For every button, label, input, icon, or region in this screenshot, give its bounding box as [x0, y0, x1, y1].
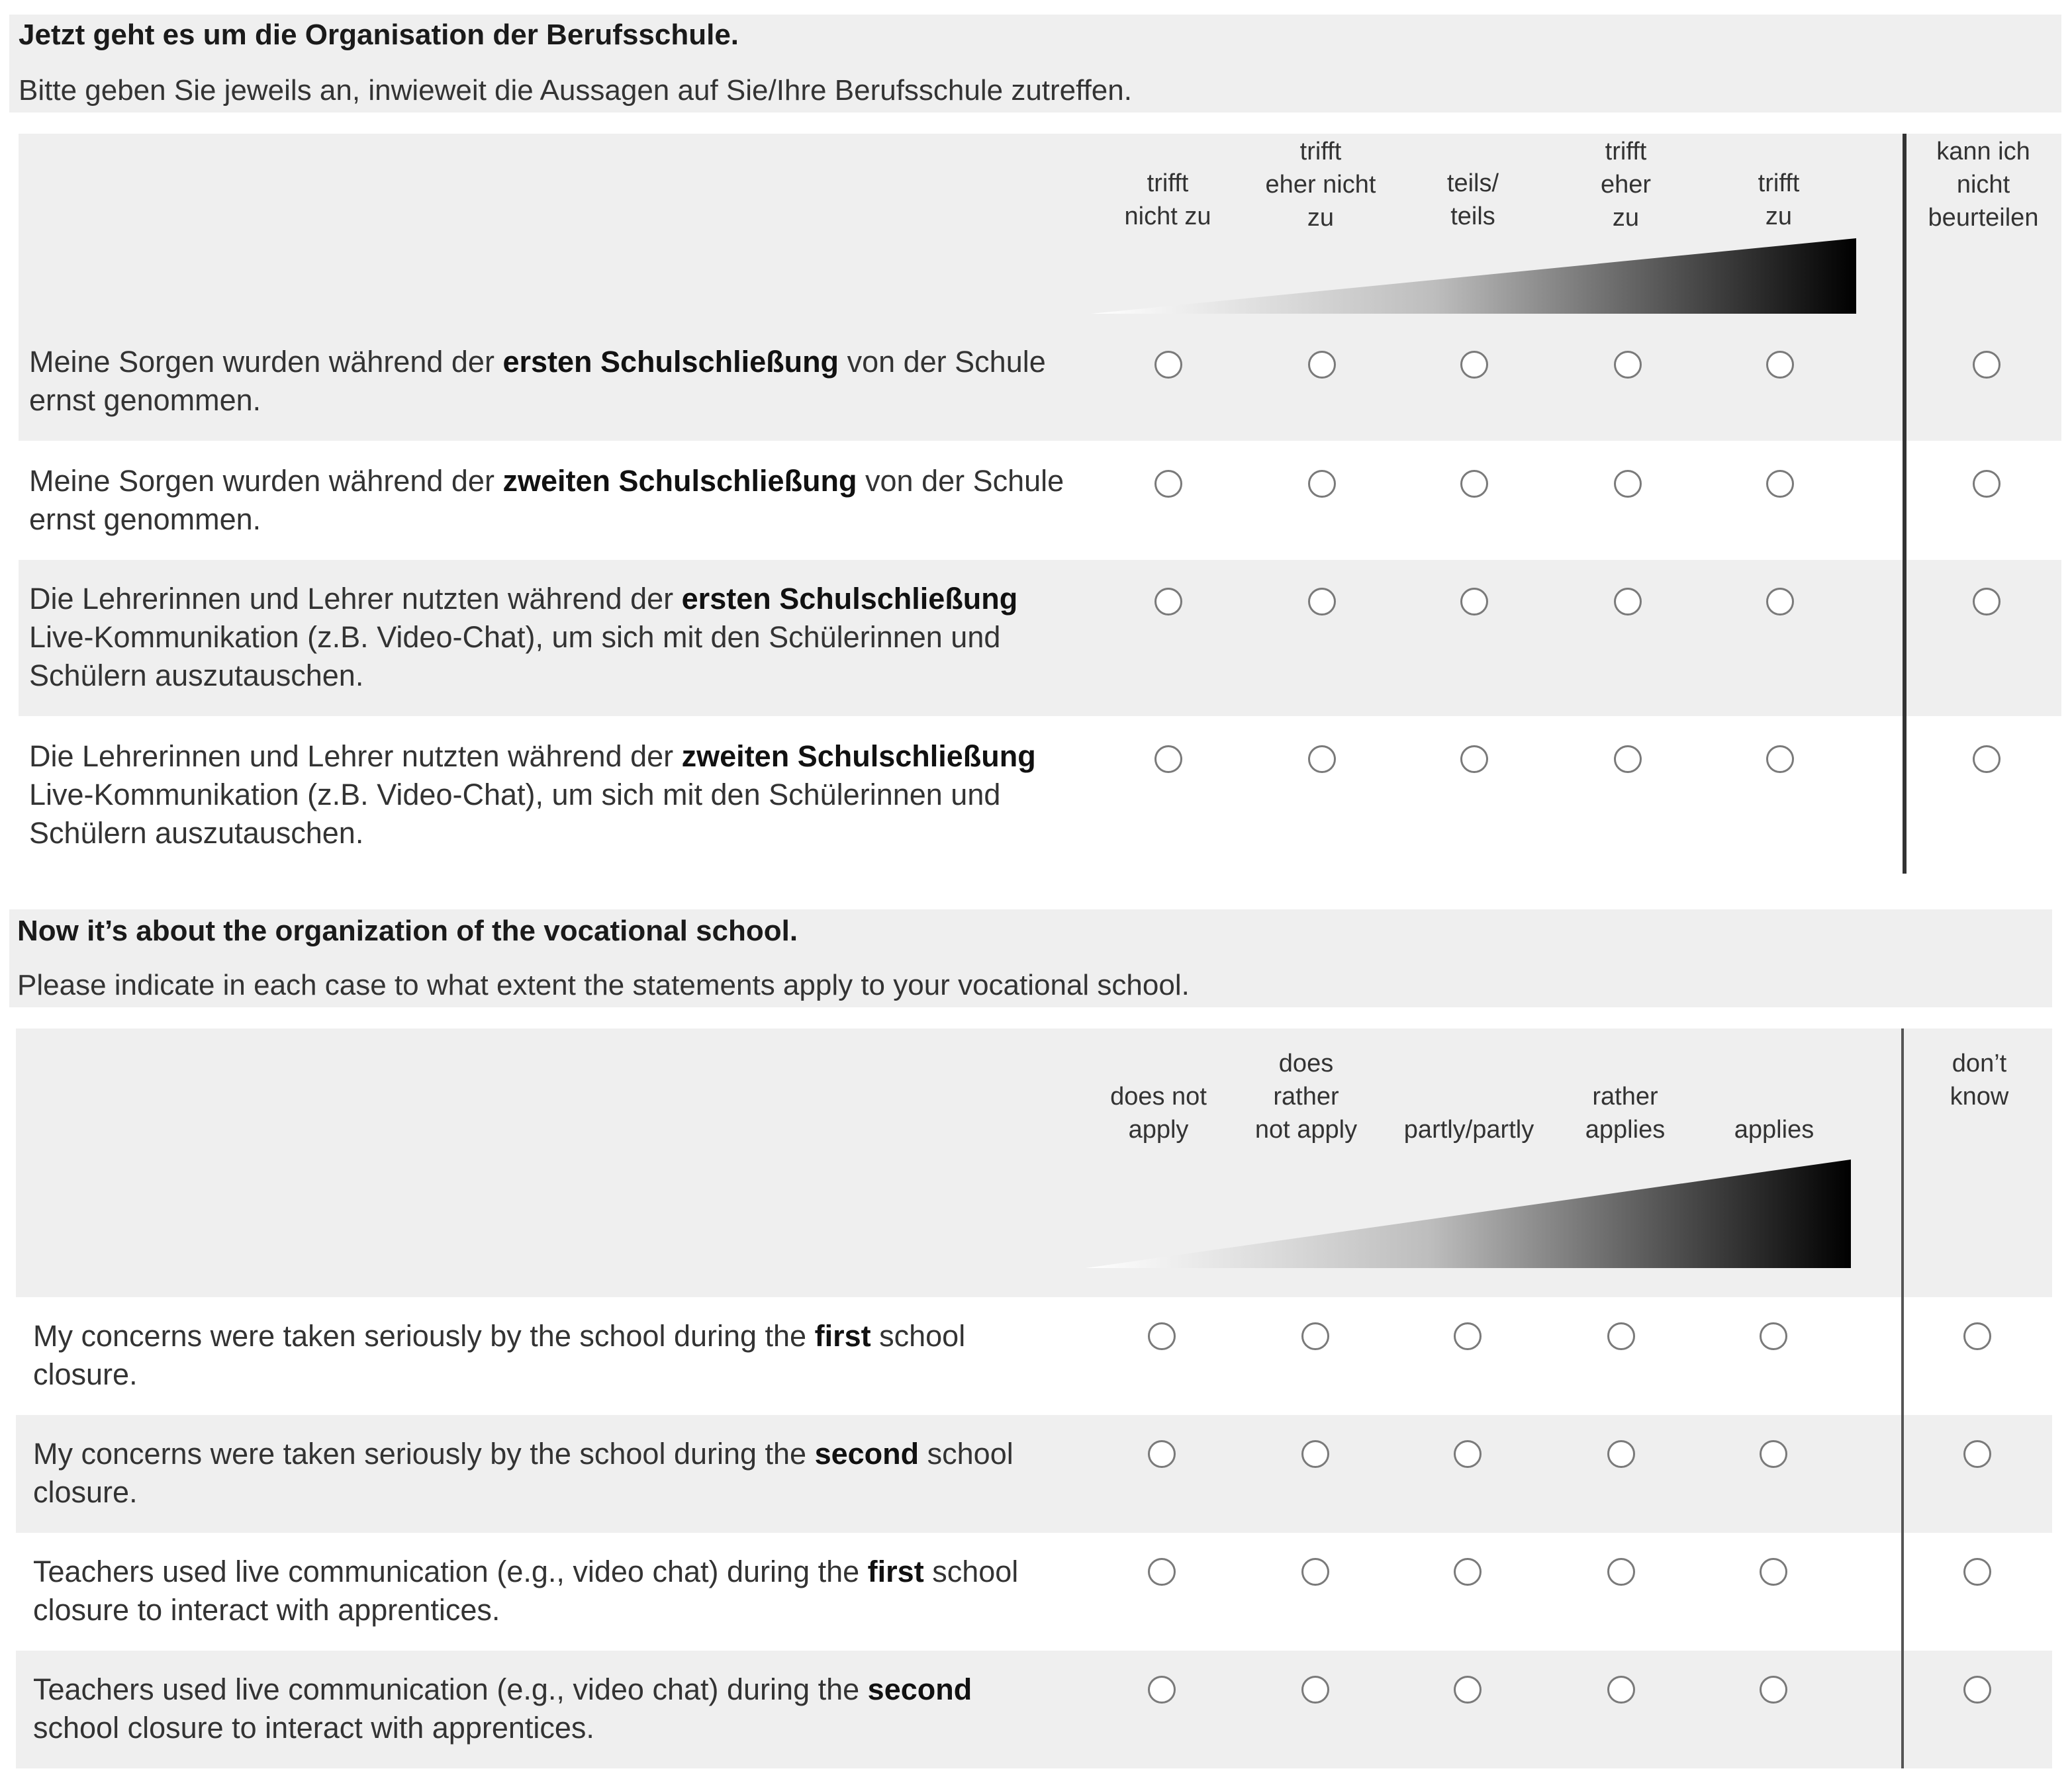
english-item-4: Teachers used live communication (e.g., video chat) during the second school closure to interact with apprentices. [33, 1672, 972, 1745]
english-item-2-option-2[interactable] [1301, 1440, 1329, 1468]
english-item-1: My concerns were taken seriously by the school during the first school closure. [33, 1319, 966, 1391]
english-scale-label-5: applies [1734, 1116, 1814, 1144]
english-item-1-option-1[interactable] [1148, 1322, 1176, 1350]
english-scale-label-1: does not apply [1110, 1083, 1207, 1144]
english-item-4-option-5[interactable] [1760, 1676, 1787, 1704]
english-item-2: My concerns were taken seriously by the school during the second school closure. [33, 1437, 1013, 1509]
english-scale-label-4: rather applies [1585, 1083, 1666, 1144]
german-instruction: Bitte geben Sie jeweils an, inwieweit die Aussagen auf Sie/Ihre Berufsschule zutreffen. [19, 74, 1132, 107]
english-scale-label-3: partly/partly [1403, 1116, 1534, 1144]
english-scale-label-2: does rather not apply [1254, 1050, 1358, 1144]
english-item-3-option-2[interactable] [1301, 1558, 1329, 1586]
english-item-3-option-5[interactable] [1760, 1558, 1787, 1586]
english-item-3-option-dont-know[interactable] [1963, 1558, 1991, 1586]
english-item-1-option-3[interactable] [1454, 1322, 1482, 1350]
english-item-3: Teachers used live communication (e.g., video chat) during the first school closure to interact with apprentices. [33, 1555, 1019, 1627]
english-section-title: Now it’s about the organization of the vocational school. [17, 915, 798, 947]
english-item-2-option-5[interactable] [1760, 1440, 1787, 1468]
german-scale-label-1: trifft nicht zu [1124, 169, 1211, 230]
english-dont-know-label: don’t know [1950, 1050, 2009, 1111]
english-item-4-option-2[interactable] [1301, 1676, 1329, 1704]
german-section-title: Jetzt geht es um die Organisation der Berufsschule. [19, 19, 739, 51]
english-item-4-option-1[interactable] [1148, 1676, 1176, 1704]
english-item-2-option-3[interactable] [1454, 1440, 1482, 1468]
german-scale-label-5: trifft zu [1758, 169, 1800, 230]
english-item-4-option-3[interactable] [1454, 1676, 1482, 1704]
english-item-1-option-4[interactable] [1607, 1322, 1635, 1350]
english-item-3-option-1[interactable] [1148, 1558, 1176, 1586]
english-item-1-option-dont-know[interactable] [1963, 1322, 1991, 1350]
english-item-4-option-dont-know[interactable] [1963, 1676, 1991, 1704]
english-item-3-option-3[interactable] [1454, 1558, 1482, 1586]
german-item-3: Die Lehrerinnen und Lehrer nutzten während der ersten Schulschließung Live-Kommunikation (z.B. Video-Chat), um sich mit den Schülerinnen und Schülern auszutauschen. [29, 582, 1018, 692]
english-dont-know-divider [1901, 1028, 1904, 1768]
english-item-2-option-1[interactable] [1148, 1440, 1176, 1468]
german-scale-label-3: teils/ teils [1446, 169, 1499, 230]
english-item-1-option-5[interactable] [1760, 1322, 1787, 1350]
english-item-2-option-4[interactable] [1607, 1440, 1635, 1468]
english-item-2-option-dont-know[interactable] [1963, 1440, 1991, 1468]
english-instruction: Please indicate in each case to what extent the statements apply to your vocational school. [17, 969, 1190, 1001]
german-dont-know-label: kann ich nicht beurteilen [1928, 138, 2039, 232]
english-item-4-option-4[interactable] [1607, 1676, 1635, 1704]
german-scale-label-2: trifft eher nicht zu [1265, 138, 1376, 232]
english-item-1-option-2[interactable] [1301, 1322, 1329, 1350]
german-scale-label-4: trifft eher zu [1600, 138, 1652, 232]
german-item-2: Meine Sorgen wurden während der zweiten Schulschließung von der Schule ernst genommen. [29, 464, 1064, 536]
english-item-3-option-4[interactable] [1607, 1558, 1635, 1586]
german-item-1: Meine Sorgen wurden während der ersten Schulschließung von der Schule ernst genommen. [29, 345, 1046, 417]
german-item-4: Die Lehrerinnen und Lehrer nutzten während der zweiten Schulschließung Live-Kommunikation (z.B. Video-Chat), um sich mit den Schülerinnen und Schülern auszutauschen. [29, 739, 1036, 850]
